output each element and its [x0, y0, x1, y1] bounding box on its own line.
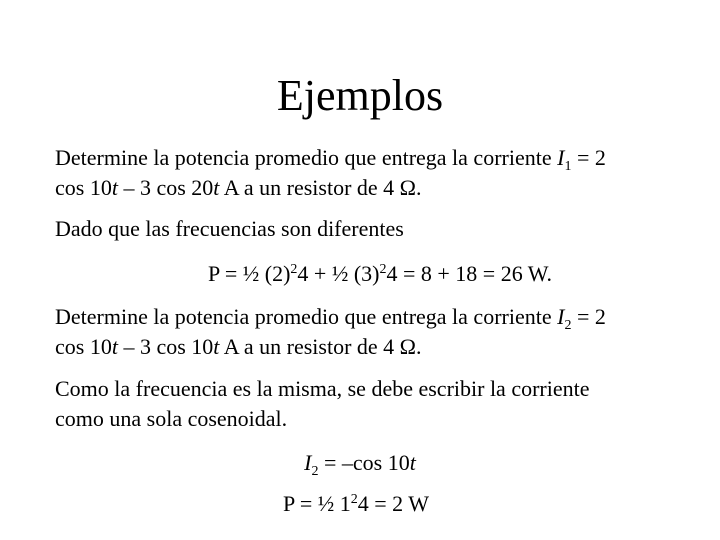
statement-line-2: como una sola cosenoidal. — [55, 406, 288, 431]
text-run: P = ½ (2) — [207, 261, 291, 286]
text-run: 4 = 8 + 18 = 26 W. — [386, 261, 553, 286]
text-run: P = ½ 1 — [282, 491, 351, 516]
time-variable: t — [409, 450, 416, 475]
equation-power-1 — [20, 259, 720, 289]
text-run: A a un resistor de 4 Ω. — [219, 175, 422, 200]
current-subscript: 2 — [564, 318, 572, 333]
text-run: 4 + ½ (3) — [297, 261, 380, 286]
text-run: = –cos 10 — [318, 450, 410, 475]
problem-2-text — [55, 302, 695, 362]
statement-different-frequencies: Dado que las frecuencias son diferentes — [55, 216, 404, 241]
slide-title: Ejemplos — [276, 71, 444, 120]
text-run: = 2 — [571, 145, 606, 170]
text-run: – 3 cos 10 — [117, 334, 214, 359]
statement-same-frequency — [55, 374, 695, 434]
time-variable: t — [111, 175, 118, 200]
problem-1-text — [55, 143, 695, 203]
problem-2-line-1 — [55, 302, 695, 332]
text-run: 4 = 2 W — [357, 491, 430, 516]
text-run: = 2 — [571, 304, 606, 329]
exponent: 2 — [290, 262, 298, 277]
exponent: 2 — [379, 262, 387, 277]
time-variable: t — [111, 334, 118, 359]
text-run: Determine la potencia promedio que entrega la corriente — [55, 304, 558, 329]
current-subscript: 2 — [311, 464, 319, 479]
text-run: cos 10 — [55, 334, 112, 359]
text-run: Determine la potencia promedio que entrega la corriente — [55, 145, 558, 170]
equation-current-2 — [0, 448, 720, 478]
equation-power-2 — [0, 489, 716, 519]
current-variable: I — [557, 145, 565, 170]
text-run: A a un resistor de 4 Ω. — [219, 334, 422, 359]
current-subscript: 1 — [564, 159, 572, 174]
problem-1-line-2 — [55, 173, 695, 203]
problem-2-line-2 — [55, 332, 695, 362]
time-variable: t — [213, 334, 220, 359]
statement-line-1: Como la frecuencia es la misma, se debe escribir la corriente — [55, 376, 590, 401]
current-variable: I — [557, 304, 565, 329]
exponent: 2 — [350, 492, 358, 507]
time-variable: t — [213, 175, 220, 200]
current-variable: I — [304, 450, 312, 475]
text-run: cos 10 — [55, 175, 112, 200]
text-run: – 3 cos 20 — [117, 175, 214, 200]
problem-1-line-1 — [55, 143, 695, 173]
